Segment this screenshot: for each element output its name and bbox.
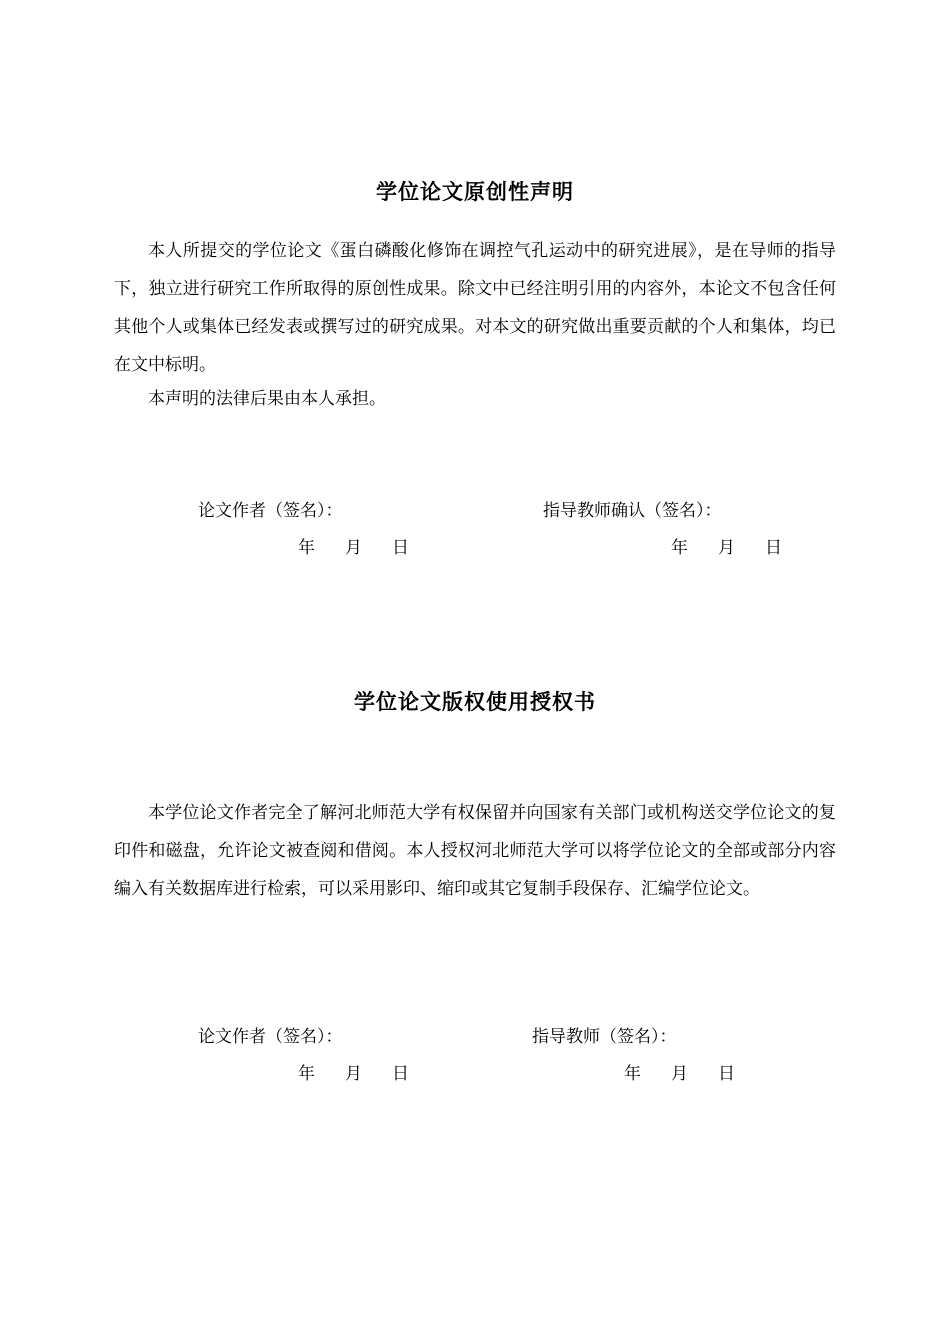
date-month-label: 月 — [345, 538, 362, 558]
date-year-label: 年 — [671, 538, 688, 558]
originality-advisor-date — [671, 533, 782, 558]
originality-author-date — [298, 533, 409, 558]
date-year-label: 年 — [298, 538, 315, 558]
date-day-label: 日 — [765, 538, 782, 558]
copyright-advisor-date — [624, 1059, 735, 1084]
date-day-label: 日 — [392, 538, 409, 558]
copyright-author-date — [298, 1059, 409, 1084]
date-day-label: 日 — [718, 1064, 735, 1084]
date-day-label: 日 — [392, 1064, 409, 1084]
originality-author-signature-label: 论文作者（签名）： — [198, 501, 343, 521]
date-year-label: 年 — [624, 1064, 641, 1084]
date-month-label: 月 — [345, 1064, 362, 1084]
date-month-label: 月 — [671, 1064, 688, 1084]
copyright-title: 学位论文版权使用授权书 — [354, 690, 596, 714]
copyright-author-signature-label: 论文作者（签名）： — [198, 1027, 343, 1047]
originality-advisor-signature-label: 指导教师确认（签名）： — [543, 501, 722, 521]
date-year-label: 年 — [298, 1064, 315, 1084]
originality-title: 学位论文原创性声明 — [376, 180, 574, 204]
date-month-label: 月 — [718, 538, 735, 558]
copyright-paragraph: 本学位论文作者完全了解河北师范大学有权保留并向国家有关部门或机构送交学位论文的复印件和磁盘，允许论文被查阅和借阅。本人授权河北师范大学可以将学位论文的全部或部分内容编入有关数据库进行检索，可以采用影印、缩印或其它复制手段保存、汇编学位论文。 — [114, 803, 836, 899]
copyright-advisor-signature-label: 指导教师（签名）： — [532, 1027, 677, 1047]
liability-statement: 本声明的法律后果由本人承担。 — [148, 389, 386, 409]
originality-paragraph: 本人所提交的学位论文《蛋白磷酸化修饰在调控气孔运动中的研究进展》，是在导师的指导下，独立进行研究工作所取得的原创性成果。除文中已经注明引用的内容外，本论文不包含任何其他个人或集体已经发表或撰写过的研究成果。对本文的研究做出重要贡献的个人和集体，均已在文中标明。 — [114, 241, 836, 375]
